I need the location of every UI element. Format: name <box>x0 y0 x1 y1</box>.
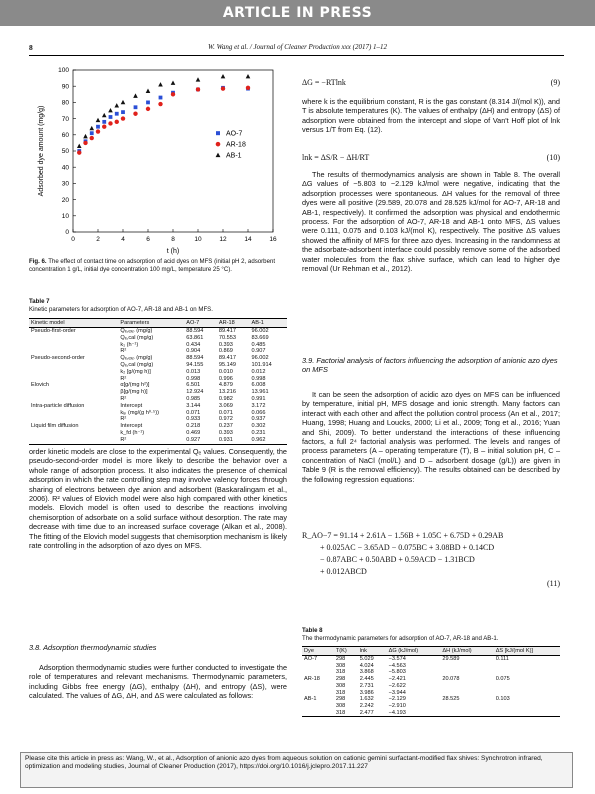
data-point-triangle <box>133 93 138 97</box>
table-cell: 2.731 <box>359 682 374 689</box>
table-cell: 13.216 <box>218 389 236 396</box>
table-cell: 88.594 <box>186 355 204 362</box>
table-cell: 96.002 <box>251 328 269 334</box>
left-paragraph-2 <box>29 663 287 701</box>
table-row <box>29 382 287 389</box>
table-cell: 0.302 <box>251 423 266 430</box>
table-cell: R² <box>120 395 127 402</box>
data-point-circle <box>77 150 81 154</box>
table-row <box>302 696 560 703</box>
table-cell <box>494 710 560 717</box>
table7-title-block <box>29 298 287 314</box>
data-point-circle <box>146 107 150 111</box>
table-cell <box>29 376 118 383</box>
equation-11-line4: + 0.012ABCD <box>320 567 367 576</box>
table-cell: 70.553 <box>218 334 236 341</box>
x-tick-label: 12 <box>219 236 227 243</box>
table-cell: 0.237 <box>218 423 233 430</box>
table-cell: 2.445 <box>359 676 374 683</box>
table-cell: 28.525 <box>442 696 460 703</box>
table-cell: 0.071 <box>186 409 201 416</box>
data-point-circle <box>96 129 100 133</box>
data-point-triangle <box>102 113 107 117</box>
data-point-square <box>146 101 150 105</box>
table-cell: β[g/(mg h)] <box>120 389 148 396</box>
table-cell <box>29 362 118 369</box>
table-cell: k₂ [g/(mg h)] <box>120 368 151 375</box>
table-cell: 0.485 <box>251 341 266 348</box>
table-cell: 0.933 <box>186 416 201 423</box>
table-cell: 0.012 <box>251 368 266 375</box>
equation-11-line3: − 0.87ABC + 0.50ABD + 0.59ACD − 1.31BCD <box>320 555 475 564</box>
table-cell <box>494 683 560 690</box>
table-row <box>29 410 287 417</box>
table-row <box>302 656 560 663</box>
table-cell: Pseudo-first-order <box>31 328 76 334</box>
table-cell: 318 <box>335 669 346 676</box>
table-cell: Intercept <box>120 402 143 409</box>
table-cell <box>494 690 560 697</box>
table-cell <box>302 683 334 690</box>
table7-header-4: AB-1 <box>249 319 287 328</box>
table-row <box>302 663 560 670</box>
data-point-circle <box>108 121 112 125</box>
table-cell: 0.075 <box>495 676 510 683</box>
table-cell: 2.242 <box>359 702 374 709</box>
table-cell <box>440 669 493 676</box>
table7-title: Table 7 <box>29 298 50 305</box>
equation-11-line2: + 0.025AC − 3.65AD − 0.075BC + 3.08BD + 0.14CD <box>320 543 495 552</box>
table-cell: 0.998 <box>251 375 266 382</box>
table-cell <box>440 663 493 670</box>
table-cell: 4.024 <box>359 662 374 669</box>
y-tick-label: 30 <box>61 180 69 188</box>
table-cell <box>494 663 560 670</box>
equation-9-number: (9) <box>550 78 560 87</box>
data-point-triangle <box>83 134 88 138</box>
table-row <box>302 669 560 676</box>
legend-label-ab-1: AB-1 <box>226 152 242 160</box>
table-cell: 0.998 <box>186 375 201 382</box>
table-cell: 0.904 <box>186 348 201 355</box>
table-cell <box>29 430 118 437</box>
table-cell: Qₑ,ₑₓₚ (mg/g) <box>120 355 153 362</box>
table-cell <box>302 710 334 717</box>
equation-11-number: (11) <box>546 579 560 588</box>
table-cell <box>440 703 493 710</box>
table-cell: Intercept <box>120 423 143 430</box>
equation-10-number: (10) <box>546 153 560 162</box>
article-in-press-banner <box>0 0 595 26</box>
equation-10-text: lnk = ΔS/R − ΔH/RT <box>302 153 370 162</box>
table8-caption: The thermodynamic parameters for adsorption of AO-7, AR-18 and AB-1. <box>302 635 499 642</box>
data-point-circle <box>158 102 162 106</box>
table-cell: 3.986 <box>359 689 374 696</box>
table7-header-1: Parameters <box>118 319 184 328</box>
table8 <box>302 646 560 717</box>
table-cell: 0.231 <box>251 429 266 436</box>
table8-header-2: lnk <box>358 647 387 656</box>
table-cell: k₁ (h⁻¹) <box>120 341 139 348</box>
data-point-circle <box>133 112 137 116</box>
y-tick-label: 20 <box>61 196 69 204</box>
table-cell: 298 <box>335 656 346 662</box>
table-cell: 6.501 <box>186 382 201 389</box>
table-cell: 0.869 <box>218 348 233 355</box>
table-row <box>29 423 287 430</box>
table-cell <box>440 690 493 697</box>
table-row <box>29 437 287 444</box>
data-point-triangle <box>89 126 94 130</box>
table-cell <box>29 348 118 355</box>
table-cell <box>440 683 493 690</box>
table-cell: 0.066 <box>251 409 266 416</box>
table-cell: 95.149 <box>218 361 236 368</box>
table-cell: −2.622 <box>388 682 406 689</box>
y-tick-label: 70 <box>61 115 69 123</box>
equation-11-line1: R_AO−7 = 91.14 + 2.61A − 1.56B + 1.05C + 6.75D + 0.29AB <box>302 531 504 540</box>
table-row <box>29 362 287 369</box>
table-cell: R² <box>118 437 184 444</box>
y-tick-label: 10 <box>61 213 69 220</box>
table-cell <box>302 663 334 670</box>
table-cell: k_fd (h⁻¹) <box>120 429 145 436</box>
table-cell: 96.002 <box>251 355 269 362</box>
table-cell <box>29 416 118 423</box>
table-cell <box>29 437 118 444</box>
data-point-circle <box>83 141 87 145</box>
data-point-square <box>115 112 119 116</box>
table7-caption: Kinetic parameters for adsorption of AO-7, AR-18 and AB-1 on MFS. <box>29 306 213 313</box>
data-point-triangle <box>108 108 113 112</box>
table7 <box>29 318 287 445</box>
equation-11 <box>302 530 560 590</box>
data-point-circle <box>90 136 94 140</box>
table-cell: Liquid film diffusion <box>31 423 79 430</box>
y-tick-label: 50 <box>61 148 69 156</box>
table-cell: 29.589 <box>442 656 460 662</box>
table-cell: 308 <box>335 662 346 669</box>
table-cell: AR-18 <box>304 676 320 683</box>
table-cell: 89.417 <box>218 328 236 334</box>
y-tick-label: 60 <box>61 132 69 139</box>
data-point-circle <box>171 92 175 96</box>
x-axis-label: t (h) <box>166 248 180 255</box>
data-point-triangle <box>246 74 251 78</box>
table-cell: 0.010 <box>218 368 233 375</box>
table-cell: 0.937 <box>251 416 266 423</box>
table-cell: 6.008 <box>251 382 266 389</box>
table-row <box>29 328 287 335</box>
data-point-square <box>134 105 138 109</box>
x-tick-label: 8 <box>171 236 175 243</box>
table-cell <box>302 669 334 676</box>
table-row <box>302 683 560 690</box>
right-paragraph-2: The results of thermodynamics analysis are shown in Table 8. The overall ΔG values of −5.803 to −2.129 kJ/mol were negative, indicating that the adsorption processes were spontaneous. ΔH values for the removal of three dyes were all positive (29.589, 20.078 and 28.525 kJ/mol for AO-7, AR-18 and AB-1, respectively). It confirmed the adsorption was physical and endothermic process. For the adsorption of AO-7, AR-18 and AB-1 onto MFS, ΔS values were 0.111, 0.075 and 0.103 kJ/(mol K), respectively. The positive ΔS values showed the affinity of MFS for three azo dyes. Increasing in the randomness at the adsorbate-adsorbent interface could possibly remove some of the adsorbed water molecules from the flax shive surface, which can lead to higher dye removal (Ur Rehman et al., 2012). <box>302 170 560 274</box>
table-cell: Elovich <box>31 382 50 389</box>
table8-header-4: ΔH (kJ/mol) <box>440 647 493 656</box>
table-row <box>29 369 287 376</box>
table-cell: AB-1 <box>304 696 317 703</box>
y-tick-label: 80 <box>61 99 69 107</box>
y-tick-label: 0 <box>65 229 69 237</box>
table-cell <box>29 410 118 417</box>
y-tick-label: 90 <box>61 83 69 91</box>
table-cell: Qₑ,cal (mg/g) <box>120 361 154 368</box>
table8-title-block <box>302 627 560 643</box>
table8-title: Table 8 <box>302 627 323 634</box>
figure-caption-label: Fig. 6. <box>29 258 47 265</box>
section-3-9-heading: 3.9. Factorial analysis of factors influencing the adsorption of anionic azo dyes on MFS <box>302 356 558 374</box>
data-point-triangle <box>216 153 221 158</box>
citation-footer <box>20 752 573 788</box>
table-cell: 1.632 <box>359 696 374 703</box>
data-point-triangle <box>96 118 101 122</box>
table8-header-3: ΔG (kJ/mol) <box>387 647 441 656</box>
banner-text: ARTICLE IN PRESS <box>222 5 373 21</box>
equation-9 <box>302 78 560 87</box>
data-point-circle <box>115 120 119 124</box>
x-tick-label: 0 <box>71 236 75 243</box>
table-cell <box>302 690 334 697</box>
table-cell: R² <box>120 348 127 355</box>
data-point-triangle <box>196 77 201 81</box>
running-head: W. Wang et al. / Journal of Cleaner Production xxx (2017) 1–12 <box>207 43 388 51</box>
table-cell: 3.172 <box>251 402 266 409</box>
section-3-8-heading: 3.8. Adsorption thermodynamic studies <box>29 643 157 652</box>
table-cell: 0.962 <box>249 437 287 444</box>
data-point-triangle <box>158 82 163 86</box>
x-tick-label: 10 <box>194 236 202 243</box>
table-row <box>29 335 287 342</box>
table-cell: −2.910 <box>388 702 406 709</box>
right-paragraph-3: It can be seen the adsorption of acidic azo dyes on MFS can be influenced by temperature, initial pH, MFS dosage and ionic strength. Many factors can interact with each other and affect the pollution control process (An et al., 2017; Huang, 1998; Huang and Loucks, 2000; Li et al., 2009; Tong et al., 2016; Yuan and Shi, 2009). To better understand the interactions of these influencing factors, a full 2⁴ factorial analysis was performed. The levels and ranges of process parameters (A – operating temperature (T), B – initial solution pH, C – concentration of NaCl (mol/L) and D – adsorbent dosage (g/L)) are given in Table 9 (R is the removal efficiency). The results obtained can be described by the following regression equations: <box>302 390 560 484</box>
page-number: 8 <box>29 43 33 52</box>
left-para1-text: order kinetic models are close to the experimental Qₑ values. Consequently, the pseudo-second-order model is more likely to describe the behavior over a whole range of adsorption process. It also indicates the presence of chemical adsorption in which the rate controlling step may involve valency forces through sharing of electrons between dye anion and adsorbent (Baskaralingam et al., 2006). R² values of Elovich model were also high compared with other kinetics models. Elovich model is often used to describe the reactions involving chemisorption of adsorbate on a solid surface without desorption. The rate may decrease with time due to an increased surface coverage (Alkan et al., 2008). The fitting of the Elovich model suggests that chemisorption mechanism is likely rate controlling in the adsorption of azo dyes on MFS. <box>29 447 287 551</box>
table-row <box>302 710 560 717</box>
data-point-square <box>90 131 94 135</box>
legend-label-ao-7: AO-7 <box>226 130 243 138</box>
table-cell <box>29 342 118 349</box>
data-point-square <box>159 96 163 100</box>
figure-6 <box>29 62 287 257</box>
table-cell: 308 <box>335 702 346 709</box>
table-cell: 0.393 <box>218 429 233 436</box>
table-cell: 101.914 <box>251 361 272 368</box>
table-cell: R² <box>120 375 127 382</box>
table-cell: 0.931 <box>217 437 250 444</box>
table-row <box>29 396 287 403</box>
table-row <box>29 355 287 362</box>
table-cell: 0.972 <box>218 416 233 423</box>
table-cell: 0.111 <box>495 656 509 662</box>
table-cell: Qₑ,cal (mg/g) <box>120 334 154 341</box>
table-cell <box>29 389 118 396</box>
table-row <box>302 703 560 710</box>
data-point-triangle <box>146 89 151 93</box>
x-tick-label: 2 <box>96 236 100 243</box>
y-tick-label: 40 <box>61 164 69 172</box>
figure-caption <box>29 258 287 274</box>
table-cell: −3.944 <box>388 689 406 696</box>
x-tick-label: 4 <box>121 236 125 243</box>
table-row <box>29 403 287 410</box>
equation-9-text: ΔG = −RTlnk <box>302 78 346 87</box>
table-cell: Qₑ,ₑₓₚ (mg/g) <box>120 328 153 334</box>
data-point-triangle <box>77 144 82 148</box>
table-cell: R² <box>120 416 127 423</box>
data-point-square <box>216 131 220 135</box>
table8-grid <box>302 646 560 717</box>
data-point-triangle <box>121 100 126 104</box>
table-cell: −4.193 <box>387 710 441 717</box>
table-cell: 0.985 <box>186 395 201 402</box>
table-cell <box>494 669 560 676</box>
data-point-triangle <box>114 103 119 107</box>
left-para2-text: Adsorption thermodynamic studies were further conducted to investigate the role of temperatures and relevant mechanisms. Thermodynamic parameters, including Gibbs free energy (ΔG), enthalpy (ΔH), and entropy (ΔS), were calculated. The values of ΔG, ΔH, and ΔS were calculated as follows: <box>29 663 287 701</box>
table-cell: 3.144 <box>186 402 201 409</box>
data-point-circle <box>246 86 250 90</box>
data-point-circle <box>121 116 125 120</box>
table8-header-1: T(K) <box>334 647 358 656</box>
header-rule <box>29 55 564 56</box>
y-tick-label: 100 <box>58 67 69 75</box>
table-cell: 3.069 <box>218 402 233 409</box>
table8-header-5: ΔS [kJ/(mol K)] <box>494 647 560 656</box>
table-cell <box>29 369 118 376</box>
table-cell: 63.861 <box>186 334 204 341</box>
table-cell: 94.155 <box>186 361 204 368</box>
data-point-circle <box>216 142 221 147</box>
table-cell: AO-7 <box>304 656 318 662</box>
left-paragraph-1 <box>29 447 287 550</box>
table-cell: Intra-particle diffusion <box>31 402 85 409</box>
table-cell: 298 <box>335 676 346 683</box>
data-point-square <box>121 110 125 114</box>
data-point-triangle <box>171 80 176 84</box>
table-cell: 0.469 <box>186 429 201 436</box>
table-cell: 13.961 <box>251 389 269 396</box>
table-row <box>29 416 287 423</box>
table-cell: 0.907 <box>251 348 266 355</box>
table-cell: 0.991 <box>251 395 266 402</box>
table-cell: 88.594 <box>186 328 204 334</box>
legend-label-ar-18: AR-18 <box>226 141 246 149</box>
data-point-square <box>96 125 100 129</box>
table-cell <box>440 710 493 717</box>
table-cell: 0.393 <box>218 341 233 348</box>
table-cell: 0.982 <box>218 395 233 402</box>
table-cell: 89.417 <box>218 355 236 362</box>
table-cell: 0.071 <box>218 409 233 416</box>
table-row <box>29 376 287 383</box>
table-cell: 83.669 <box>251 334 269 341</box>
table-cell: −3.574 <box>388 656 406 662</box>
table-cell: 12.924 <box>186 389 204 396</box>
data-point-circle <box>102 125 106 129</box>
data-point-circle <box>196 87 200 91</box>
table-row <box>29 389 287 396</box>
table-cell: 0.996 <box>218 375 233 382</box>
table-cell: kᵢₚ (mg/(g h⁰·⁵)) <box>120 409 159 416</box>
table-cell: α[g/(mg h²)] <box>120 382 150 389</box>
table-cell: 308 <box>335 682 346 689</box>
equation-10 <box>302 153 560 162</box>
table-row <box>29 342 287 349</box>
table-cell: Pseudo-second-order <box>31 355 85 362</box>
table-cell <box>302 703 334 710</box>
citation-text: Please cite this article in press as: Wang, W., et al., Adsorption of anionic azo dyes from aqueous solution on cationic gemini surfactant-modified flax shives: Synchrotron infrared, optimization and modeling studies, Journal of Cleaner Production (2017), https://doi.org/10.1016/j.jclepro.2017.11.227 <box>25 755 543 771</box>
x-tick-label: 6 <box>146 236 150 243</box>
table-cell: 4.879 <box>218 382 233 389</box>
table-cell: 5.029 <box>359 656 374 662</box>
right-paragraph-1: where k is the equilibrium constant, R is the gas constant (8.314 J/(mol K)), and T is absolute temperatures (K). The values of enthalpy (ΔH) and entropy (ΔS) of adsorption were obtained from the intercept and slope of Van't Hoff plot of lnk versus 1/T from Eq. (12). <box>302 97 560 135</box>
table7-grid <box>29 318 287 445</box>
data-point-triangle <box>221 74 226 78</box>
table-cell: 0.927 <box>184 437 217 444</box>
table7-header-3: AR-18 <box>217 319 250 328</box>
table7-header-2: AO-7 <box>184 319 217 328</box>
y-axis-label: Adsorbed dye amount (mg/g) <box>38 105 45 197</box>
data-point-square <box>109 115 113 119</box>
x-tick-label: 14 <box>244 236 252 243</box>
table-row <box>302 690 560 697</box>
table-row <box>29 430 287 437</box>
data-point-square <box>102 120 106 124</box>
table8-header-0: Dye <box>302 647 334 656</box>
table-row <box>302 676 560 683</box>
table-cell <box>29 396 118 403</box>
table-cell: −2.421 <box>388 676 406 683</box>
table-cell: −4.563 <box>388 662 406 669</box>
table-cell: 318 <box>335 689 346 696</box>
table-cell: 0.103 <box>495 696 510 703</box>
x-tick-label: 16 <box>269 236 277 243</box>
table-cell <box>29 335 118 342</box>
table-cell: 0.434 <box>186 341 201 348</box>
table-cell: 2.477 <box>358 710 387 717</box>
table-cell: 0.013 <box>186 368 201 375</box>
table-cell: 0.218 <box>186 423 201 430</box>
table-cell: 3.868 <box>359 669 374 676</box>
table-cell <box>494 703 560 710</box>
contact-time-chart <box>29 62 287 257</box>
data-point-circle <box>221 86 225 90</box>
table-cell: 298 <box>335 696 346 703</box>
table-cell: 318 <box>334 710 358 717</box>
table-cell: −5.803 <box>388 669 406 676</box>
table7-header-0: Kinetic model <box>29 319 118 328</box>
table-cell: −2.129 <box>388 696 406 703</box>
table-row <box>29 348 287 355</box>
figure-caption-text: The effect of contact time on adsorption of acid dyes on MFS (initial pH 2, adsorbent concentration 1 g/L, initial dye concentration 100 mg/L, temperature 25 °C). <box>29 258 276 273</box>
table-cell: 20.078 <box>442 676 460 683</box>
